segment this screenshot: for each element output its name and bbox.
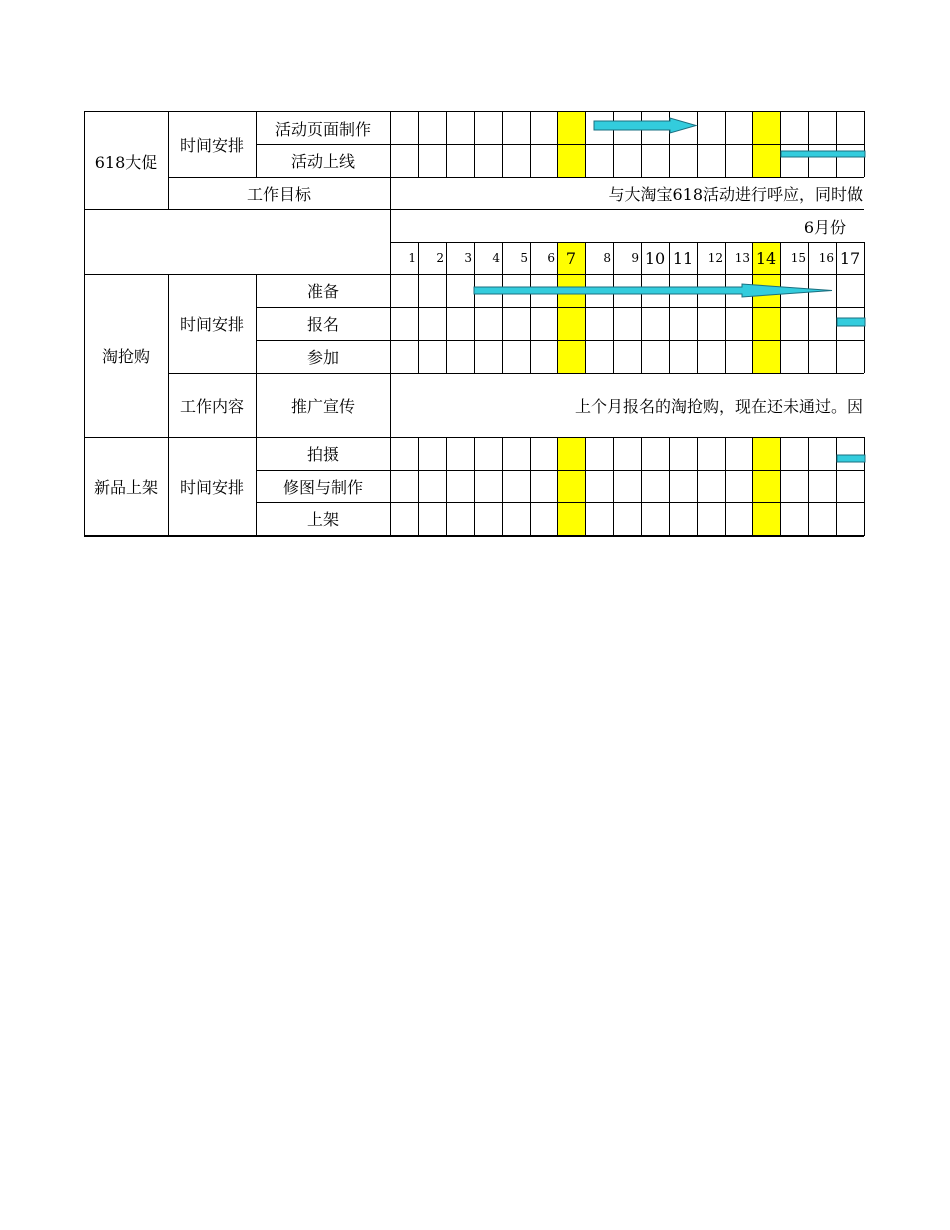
arrow-launch [781,151,865,157]
schedule-label: 时间安排 [179,315,244,334]
arrow-shoot [837,455,865,462]
day-header: 5 [520,251,528,265]
schedule-sheet [0,0,950,560]
progress-arrows [0,0,950,560]
month-label: 6月份 [803,217,846,237]
section-name-taoqianggou: 淘抢购 [101,347,150,366]
day-header: 1 [408,251,416,265]
task-label: 准备 [306,282,339,301]
day-header: 4 [492,251,500,265]
task-label: 活动页面制作 [274,119,371,139]
schedule-label: 时间安排 [179,477,244,497]
day-header: 15 [790,251,806,265]
day-header: 6 [547,251,555,265]
day-header: 14 [755,248,777,268]
goal-text: 与大淘宝618活动进行呼应，同时做 [608,185,863,204]
content-text: 上个月报名的淘抢购，现在还未通过。因 [574,396,863,416]
day-header: 2 [436,251,444,265]
day-header: 10 [644,248,666,268]
section-name-new-products: 新品上架 [93,477,158,497]
task-label: 参加 [306,348,339,367]
content-sub-label: 推广宣传 [290,396,355,416]
arrow-signup [837,318,865,326]
section-name-618: 618大促 [94,152,158,172]
task-label: 活动上线 [290,152,355,171]
task-label: 修图与制作 [282,477,363,497]
day-header: 13 [734,251,750,265]
day-header: 11 [672,248,694,268]
day-header: 12 [707,251,723,265]
day-header: 3 [464,251,472,265]
arrow-page-production [594,118,696,133]
day-header: 7 [565,248,577,268]
content-label: 工作内容 [179,396,244,416]
goal-label: 工作目标 [246,185,311,204]
day-header: 16 [818,251,834,265]
task-label: 拍摄 [306,445,339,464]
day-header: 9 [631,251,639,265]
day-header: 8 [603,251,611,265]
arrow-prepare [474,284,832,297]
day-header: 17 [839,248,861,268]
schedule-label: 时间安排 [179,136,244,155]
task-label: 上架 [306,510,339,529]
task-label: 报名 [306,315,339,334]
